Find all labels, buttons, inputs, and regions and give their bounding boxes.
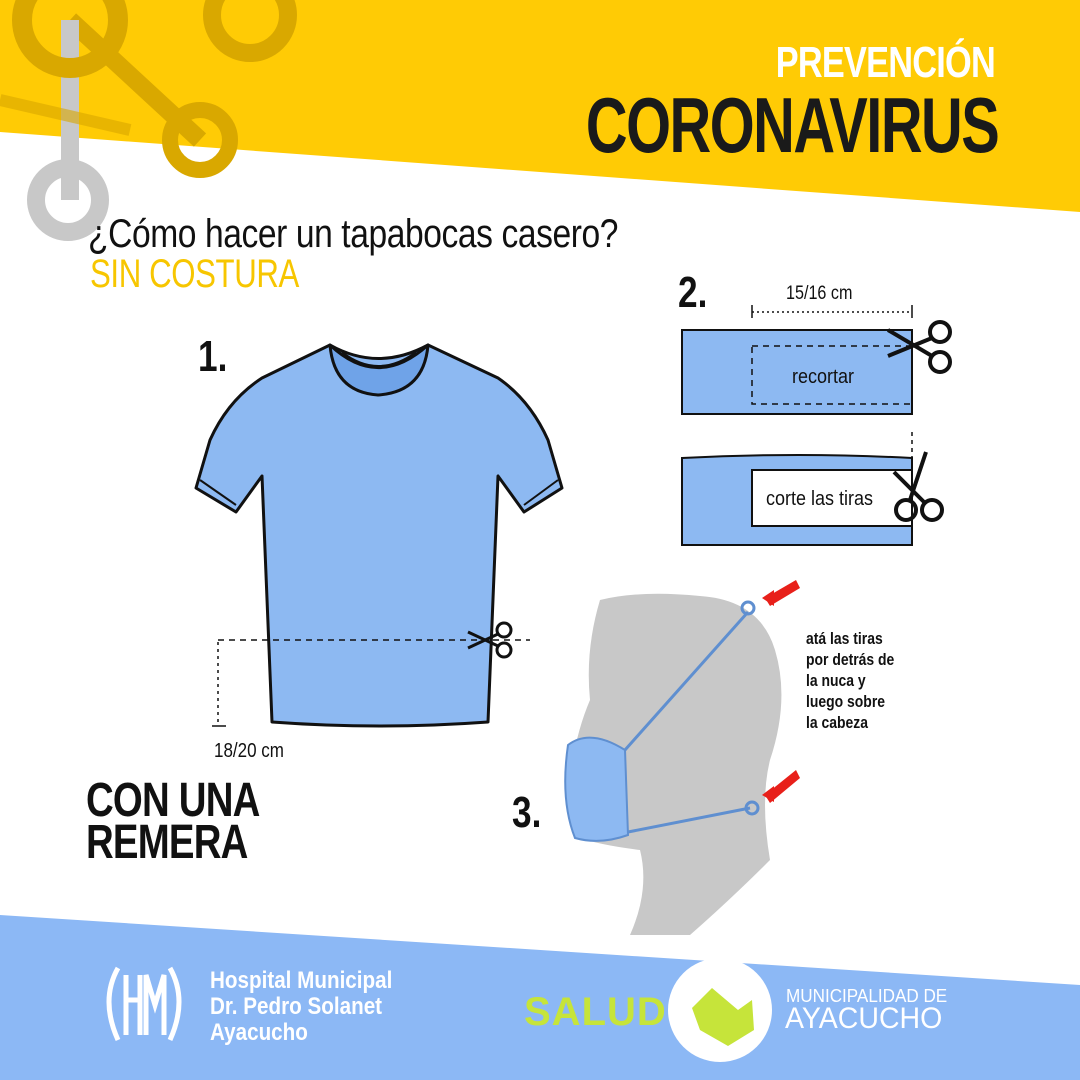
- tshirt-illustration: [196, 345, 562, 726]
- hospital-line: Dr. Pedro Solanet: [210, 993, 383, 1020]
- instruction-line: luego sobre: [806, 692, 886, 711]
- instruction-line: la cabeza: [806, 713, 868, 732]
- hospital-name: [210, 968, 392, 1046]
- municipality-line-2: AYACUCHO: [785, 1002, 943, 1035]
- head-with-mask-illustration: [565, 594, 781, 935]
- municipality-logo: [668, 958, 772, 1062]
- question-heading: ¿Cómo hacer un tapabocas casero?: [88, 212, 619, 256]
- step-1-number: 1.: [198, 332, 228, 381]
- header-title: CORONAVIRUS: [585, 81, 998, 169]
- instruction-line: por detrás de: [806, 650, 895, 669]
- municipality-line-1: MUNICIPALIDAD DE: [786, 986, 948, 1006]
- step-2-measure: 15/16 cm: [786, 283, 853, 304]
- hospital-line: Hospital Municipal: [210, 967, 393, 994]
- instruction-line: atá las tiras: [806, 629, 883, 648]
- instruction-line: la nuca y: [806, 671, 866, 690]
- method-line-1: CON UNA: [86, 774, 260, 827]
- subtitle: SIN COSTURA: [90, 252, 299, 296]
- step-3-instructions: [806, 628, 894, 733]
- hospital-line: Ayacucho: [210, 1019, 308, 1046]
- header-kicker: PREVENCIÓN: [775, 38, 995, 87]
- fabric-strip-top: [682, 305, 912, 414]
- strips-label: corte las tiras: [766, 488, 874, 510]
- method-line-2: REMERA: [86, 816, 248, 869]
- step-2-number: 2.: [678, 268, 708, 317]
- step-1-measure: 18/20 cm: [214, 740, 284, 762]
- salud-label: SALUD: [524, 990, 667, 1034]
- cut-label: recortar: [792, 366, 855, 388]
- method-title: [86, 774, 260, 869]
- step-3-number: 3.: [512, 788, 542, 837]
